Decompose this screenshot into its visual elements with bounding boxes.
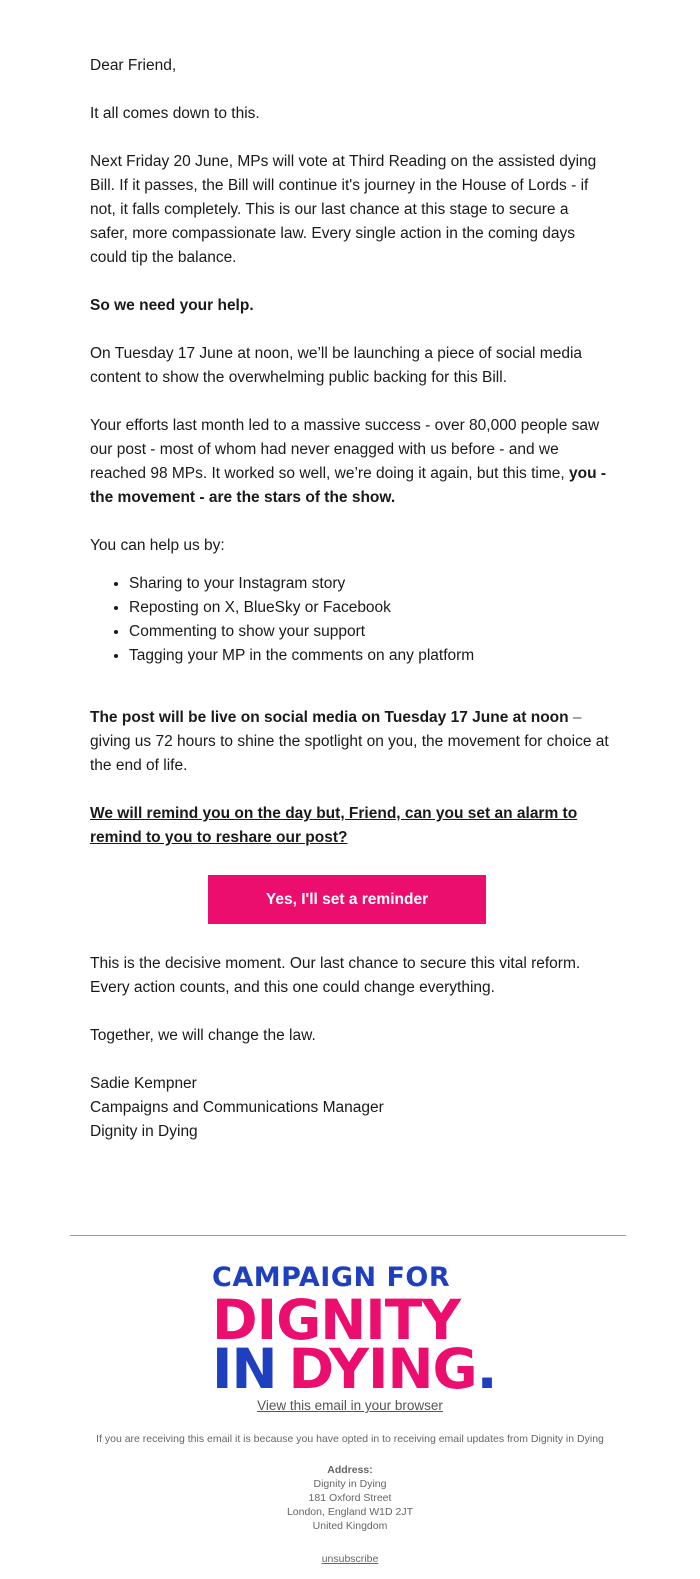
paragraph-decisive: This is the decisive moment. Our last chance to secure this vital reform. Every action counts, and this one could change everything. (90, 955, 581, 996)
paragraph-launch: On Tuesday 17 June at noon, we’ll be launching a piece of social media content to show the overwhelming public backing for this Bill. (90, 345, 583, 386)
signature-name: Sadie Kempner (90, 1075, 197, 1092)
address-line: 181 Oxford Street (308, 1492, 392, 1504)
view-in-browser (0, 1396, 700, 1416)
unsubscribe (0, 1551, 700, 1567)
post-live-dash: – (568, 709, 582, 726)
paragraph-together: Together, we will change the law. (90, 1027, 316, 1044)
signature-title: Campaigns and Communications Manager (90, 1099, 384, 1116)
list-item: • Reposting on X, BlueSky or Facebook (129, 596, 610, 620)
logo-dot: . (476, 1337, 497, 1401)
logo-line-in-dying (212, 1339, 497, 1399)
paragraph-post-live (90, 706, 610, 778)
address-block (0, 1463, 700, 1533)
email-body (90, 54, 610, 874)
paragraph-vote: Next Friday 20 June, MPs will vote at Third Reading on the assisted dying Bill. If it passes, the Bill will continue it's journey in the House of Lords - if not, it falls completely. This is our last chance at this stage to secure a safer, more compassionate law. Every single action in the coming days could tip the balance. (90, 153, 597, 266)
opt-in-note: If you are receiving this email it is because you have opted in to receiving email updates from Dignity in Dying (96, 1433, 604, 1445)
signature-org: Dignity in Dying (90, 1123, 198, 1140)
list-item: • Commenting to show your support (129, 620, 610, 644)
logo-word-in: IN (212, 1337, 277, 1401)
view-in-browser-link[interactable]: View this email in your browser (257, 1398, 443, 1413)
post-live-text: giving us 72 hours to shine the spotlight on you, the movement for choice at the end of life. (90, 733, 609, 774)
footer-divider (70, 1235, 626, 1236)
action-list (90, 572, 610, 668)
closing-section (90, 952, 610, 1144)
paragraph-help: So we need your help. (90, 297, 254, 314)
address-title: Address: (327, 1464, 373, 1476)
dignity-in-dying-logo (212, 1262, 497, 1401)
success-bold: you - the movement - are the stars of the show. (90, 465, 607, 506)
address-line: Dignity in Dying (313, 1478, 387, 1490)
unsubscribe-link[interactable]: unsubscribe (321, 1553, 379, 1565)
list-item: • Tagging your MP in the comments on any platform (129, 644, 610, 668)
logo-word-dying: DYING (288, 1337, 477, 1401)
paragraph-intro: It all comes down to this. (90, 105, 260, 122)
set-reminder-button[interactable]: Yes, I'll set a reminder (208, 875, 486, 924)
paragraph-success (90, 414, 610, 510)
logo-line-campaign-for: CAMPAIGN FOR (212, 1262, 451, 1293)
post-live-bold: The post will be live on social media on Tuesday 17 June at noon (90, 709, 569, 726)
address-line: London, England W1D 2JT (286, 1506, 414, 1518)
greeting: Dear Friend, (90, 57, 177, 74)
list-item: • Sharing to your Instagram story (129, 572, 610, 596)
address-line: United Kingdom (312, 1520, 388, 1532)
cta-container (208, 875, 486, 924)
success-text: Your efforts last month led to a massive success - over 80,000 people saw our post - most of whom had never enagged with us before - and we reached 98 MPs. It worked so well, we’re doing it again, but this time, (90, 417, 600, 482)
paragraph-help-by: You can help us by: (90, 537, 225, 554)
paragraph-reminder: We will remind you on the day but, Friend, can you set an alarm to remind to you to reshare our post? (90, 805, 578, 846)
signature (90, 1072, 610, 1144)
logo-line-dignity: DIGNITY (212, 1288, 461, 1352)
